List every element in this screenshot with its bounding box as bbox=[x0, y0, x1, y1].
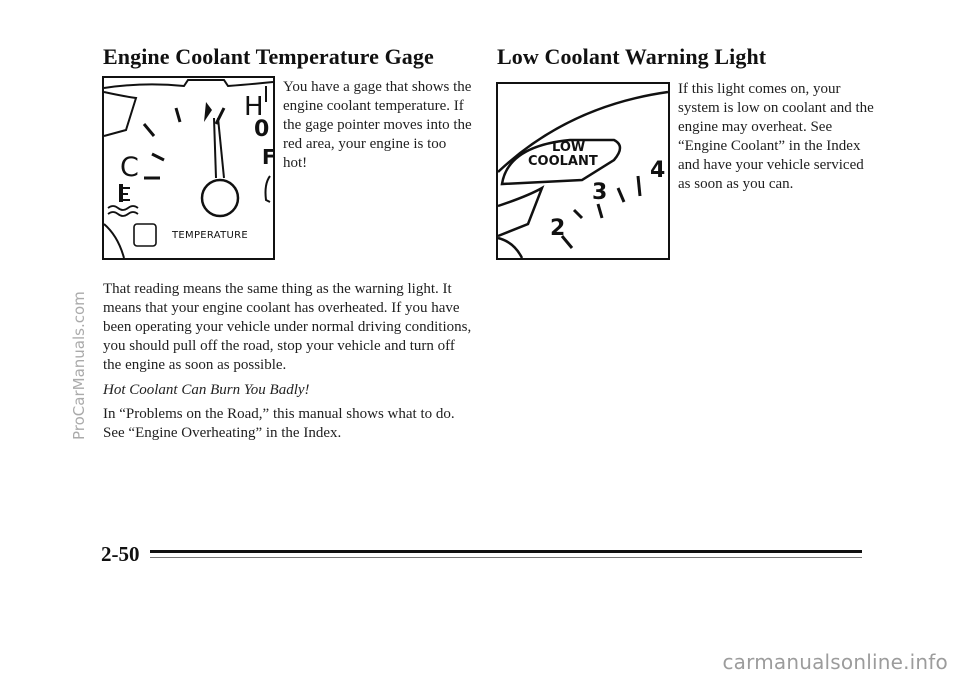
vertical-watermark bbox=[70, 120, 112, 440]
engine-coolant-gage-heading: Engine Coolant Temperature Gage bbox=[103, 44, 434, 69]
gage-hot-letter: H bbox=[244, 92, 264, 122]
site-watermark: carmanualsonline.info bbox=[722, 650, 948, 674]
thermometer-icon bbox=[108, 184, 138, 216]
problems-on-road-reference-text: In “Problems on the Road,” this manual shows what to do. See “Engine Overheating” in the Index. bbox=[103, 406, 455, 441]
overheat-explanation-text: That reading means the same thing as the warning light. It means that your engine coolant has overheated. If you have been operating your vehicle under normal driving conditions, you should pull off the road, stop your vehicle and turn off the engine as soon as possible. bbox=[103, 281, 472, 373]
hot-coolant-caution-heading: Hot Coolant Can Burn You Badly! bbox=[103, 382, 310, 398]
low-coolant-explanation-text: If this light comes on, your system is low on coolant and the engine may overheat. See “Engine Coolant” in the Index and have your vehicle serviced as soon as you can. bbox=[678, 81, 874, 192]
warning-light-label-coolant: COOLANT bbox=[528, 154, 598, 169]
footer-rule-thin bbox=[150, 557, 862, 558]
low-coolant-illustration bbox=[498, 84, 668, 258]
dial-number-2: 2 bbox=[550, 216, 566, 241]
page-number: 2-50 bbox=[101, 542, 140, 566]
coolant-gage-intro-text: You have a gage that shows the engine coolant temperature. If the gage pointer moves into the red area, your engine is too hot! bbox=[283, 79, 472, 171]
svg-text:0: 0 bbox=[254, 117, 270, 142]
gage-panel-label: TEMPERATURE bbox=[172, 230, 249, 241]
dial-number-4: 4 bbox=[650, 158, 666, 183]
footer-rule-thick bbox=[150, 550, 862, 553]
temperature-gage-figure bbox=[102, 76, 275, 260]
low-coolant-light-figure bbox=[496, 82, 670, 260]
dial-number-3: 3 bbox=[592, 180, 608, 205]
warning-light-label-low: LOW bbox=[552, 140, 586, 155]
vertical-watermark-text: ProCarManuals.com bbox=[70, 291, 88, 440]
low-coolant-light-heading: Low Coolant Warning Light bbox=[497, 44, 767, 69]
gage-cold-letter: C bbox=[120, 152, 139, 183]
svg-text:F: F bbox=[262, 145, 276, 169]
